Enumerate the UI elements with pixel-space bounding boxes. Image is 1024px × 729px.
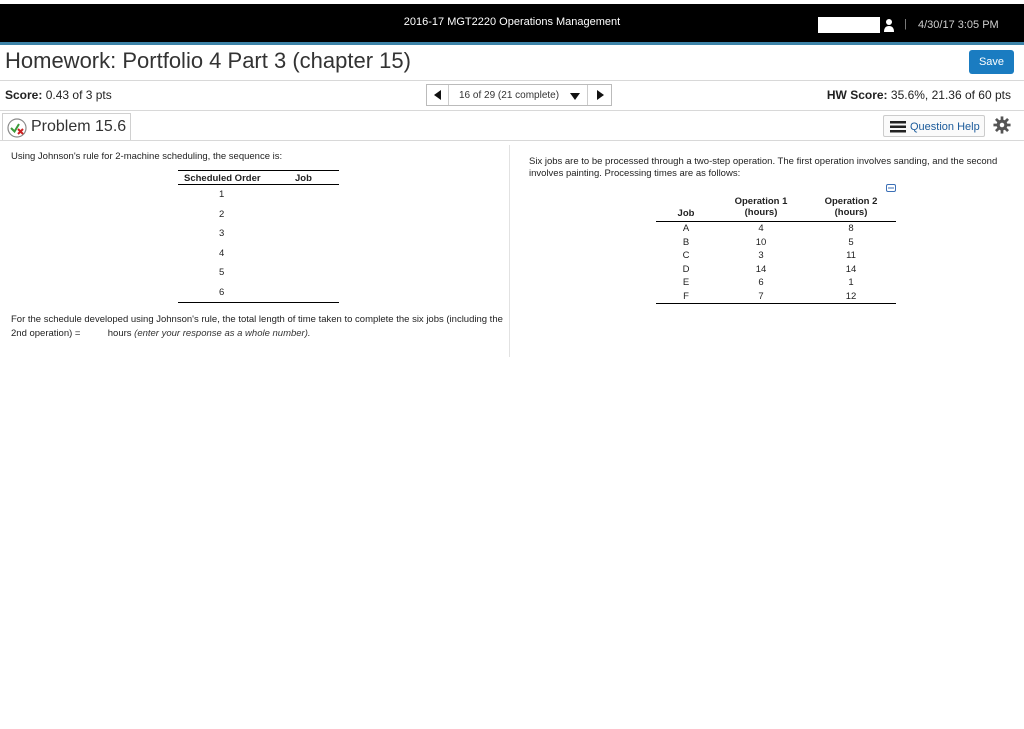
- op2-cell: 14: [845, 263, 857, 275]
- problem-status-icon: [7, 118, 27, 138]
- next-arrow-icon[interactable]: [587, 85, 611, 105]
- problem-title: Problem 15.6: [31, 118, 127, 135]
- op1-cell: 3: [758, 250, 764, 261]
- op2-cell: 11: [846, 250, 856, 261]
- table-row: [656, 263, 896, 277]
- user-icon[interactable]: [884, 18, 894, 32]
- order-cell: 5: [219, 267, 225, 278]
- table-row: [178, 185, 339, 205]
- job-cell: D: [682, 263, 690, 275]
- score: [5, 88, 112, 102]
- prev-arrow-icon[interactable]: [427, 85, 449, 105]
- header-op1: [716, 196, 806, 218]
- dropdown-caret-icon[interactable]: [570, 93, 580, 100]
- copy-icon[interactable]: [886, 184, 896, 192]
- total-time-question: [11, 313, 506, 341]
- order-cell: 2: [219, 208, 225, 220]
- op1-cell: 10: [755, 236, 767, 248]
- job-cell: F: [683, 290, 689, 302]
- list-icon: [890, 121, 906, 133]
- question-unit: hours: [107, 328, 132, 339]
- question-pager: [426, 84, 612, 106]
- table-row: [178, 263, 339, 283]
- table-row: [656, 276, 896, 290]
- top-bar: [0, 4, 1024, 42]
- job-cell: A: [682, 223, 690, 234]
- header-job: Job: [677, 208, 695, 219]
- op1-cell: 6: [758, 277, 764, 288]
- sequence-intro: Using Johnson's rule for 2-machine scheduling, the sequence is:: [11, 151, 283, 162]
- question-help-label: Question Help: [910, 121, 980, 133]
- table-row: [656, 222, 896, 236]
- hw-score: [827, 88, 1011, 102]
- question-text: For the schedule developed using Johnson's rule, the total length of time taken to complete the six jobs (including the 2nd operation) =: [11, 314, 503, 339]
- header-op2: [806, 196, 896, 218]
- save-button[interactable]: Save: [969, 50, 1014, 74]
- op2-cell: 8: [848, 223, 854, 234]
- order-cell: 1: [219, 189, 225, 200]
- divider: [0, 110, 1024, 111]
- header-op2-line2: (hours): [834, 207, 868, 218]
- header-op1-line1: Operation 1: [734, 196, 788, 207]
- op2-cell: 5: [848, 236, 854, 248]
- column-divider: [509, 145, 510, 357]
- course-title: 2016-17 MGT2220 Operations Management: [403, 16, 621, 28]
- separator: |: [904, 18, 907, 30]
- order-cell: 3: [219, 228, 225, 239]
- sequence-table: [178, 170, 339, 303]
- table-bottom-rule: [178, 302, 339, 303]
- header-op1-line2: (hours): [744, 207, 778, 218]
- order-cell: 6: [219, 286, 225, 298]
- op2-cell: 1: [848, 277, 854, 288]
- job-cell: C: [682, 250, 690, 261]
- order-cell: 4: [219, 247, 225, 259]
- processing-times-table: [656, 194, 896, 304]
- hw-score-value: 35.6%, 21.36 of 60 pts: [890, 88, 1011, 102]
- table-row: [178, 205, 339, 225]
- op1-cell: 4: [758, 223, 764, 234]
- op2-cell: 12: [845, 290, 857, 302]
- accent-line: [0, 42, 1024, 45]
- divider: [0, 140, 1024, 141]
- table-row: [178, 244, 339, 264]
- problem-header: [2, 113, 131, 140]
- op1-cell: 7: [758, 290, 764, 302]
- table-row: [178, 224, 339, 244]
- job-cell: E: [682, 277, 690, 288]
- score-label: Score:: [5, 88, 43, 102]
- table-row: [178, 283, 339, 303]
- score-value: 0.43 of 3 pts: [45, 88, 112, 102]
- op1-cell: 14: [755, 263, 767, 275]
- table-row: [656, 236, 896, 250]
- header-scheduled-order: Scheduled Order: [184, 173, 261, 184]
- processing-table-header: [656, 194, 896, 222]
- job-cell: B: [682, 236, 690, 248]
- table-bottom-rule: [656, 303, 896, 304]
- sequence-table-header: [178, 170, 339, 185]
- hw-score-label: HW Score:: [826, 88, 888, 102]
- gear-icon[interactable]: [993, 116, 1011, 134]
- pager-text[interactable]: 16 of 29 (21 complete): [459, 90, 560, 101]
- question-help-button[interactable]: [883, 115, 985, 137]
- table-row: [656, 290, 896, 304]
- header-op2-line1: Operation 2: [824, 196, 878, 207]
- header-job: Job: [295, 173, 312, 184]
- divider: [0, 80, 1024, 81]
- page-title: Homework: Portfolio 4 Part 3 (chapter 15): [5, 48, 411, 73]
- table-row: [656, 249, 896, 263]
- problem-statement: Six jobs are to be processed through a two-step operation. The first operation involves sanding, and the second involves painting. Processing times are as follows:: [529, 156, 998, 179]
- datetime: 4/30/17 3:05 PM: [918, 19, 999, 31]
- question-hint: (enter your response as a whole number).: [134, 328, 311, 339]
- user-name-box[interactable]: [818, 17, 880, 33]
